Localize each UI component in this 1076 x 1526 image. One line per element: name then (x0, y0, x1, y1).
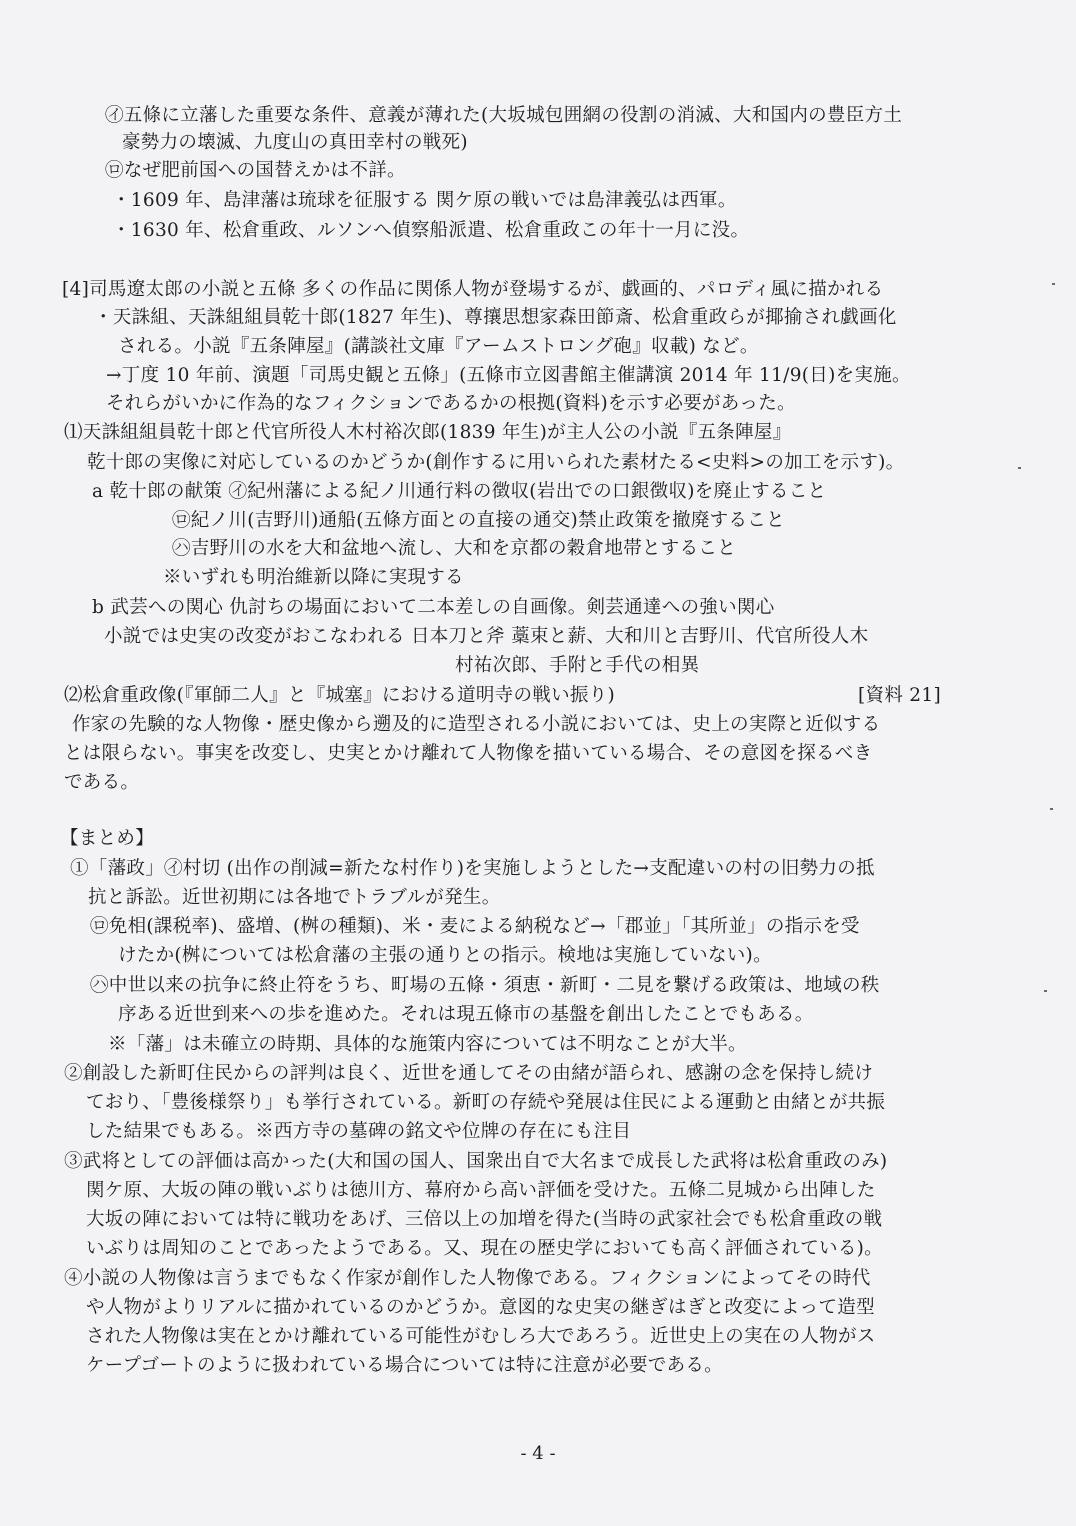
text-line: ④小説の人物像は言うまでもなく作家が創作した人物像である。フィクションによってその時代 (64, 1268, 871, 1289)
text-line: とは限らない。事実を改変し、史実とかけ離れて人物像を描いている場合、その意図を探るべき (64, 743, 873, 764)
text-line: 豪勢力の壊滅、九度山の真田幸村の戦死) (122, 132, 468, 153)
summary-heading: 【まとめ】 (60, 828, 155, 849)
text-line: ⑴天誅組組員乾十郎と代官所役人木村裕次郎(1839 年生)が主人公の小説『五条陣屋』 (64, 422, 792, 443)
text-line: 作家の先験的な人物像・歴史像から遡及的に造型される小説においては、史上の実際と近似する (72, 714, 881, 735)
text-line: ㋑五條に立藩した重要な条件、意義が薄れた(大坂城包囲網の役割の消滅、大和国内の豊臣方土 (105, 105, 903, 126)
text-line: ケープゴートのように扱われている場合については特に注意が必要である。 (86, 1355, 723, 1376)
text-line: した結果でもある。※西方寺の墓碑の銘文や位牌の存在にも注目 (86, 1121, 632, 1142)
text-line: ③武将としての評価は高かった(大和国の国人、国衆出自で大名まで成長した武将は松倉重政のみ) (64, 1151, 888, 1172)
text-line: →丁度 10 年前、演題「司馬史観と五條」(五條市立図書館主催講演 2014 年 11/9(日)を実施。 (106, 365, 911, 386)
scan-speck (1044, 990, 1047, 992)
text-line: ㋺免相(課税率)、盛増、(桝の種類)、米・麦による納税など→「郡並」「其所並」の指示を受 (90, 916, 860, 937)
text-line: ②創設した新町住民からの評判は良く、近世を通してその由緒が語られ、感謝の念を保持し続け (64, 1063, 874, 1084)
text-line: 関ケ原、大坂の陣の戦いぶりは徳川方、幕府から高い評価を受けた。五條二見城から出陣した (86, 1180, 876, 1201)
text-line: や人物がよりリアルに描かれているのかどうか。意図的な史実の継ぎはぎと改変によって造型 (86, 1297, 875, 1318)
text-line: された人物像は実在とかけ離れている可能性がむしろ大であろう。近世史上の実在の人物がス (86, 1326, 876, 1347)
text-line: ①「藩政」㋑村切 (出作の削減=新たな村作り)を実施しようとした→支配違いの村の旧勢力の抵 (70, 858, 875, 879)
scan-speck (1018, 467, 1021, 469)
text-line: である。 (64, 772, 140, 793)
text-line: ・1609 年、島津藩は琉球を征服する 関ケ原の戦いでは島津義弘は西軍。 (112, 190, 737, 211)
text-line: ⑵松倉重政像(『軍師二人』と『城塞』における道明寺の戦い振り) (64, 685, 615, 706)
text-line: ㋺なぜ肥前国への国替えかは不詳。 (105, 160, 406, 181)
text-line: 大坂の陣においては特に戦功をあげ、三倍以上の加増を得た(当時の武家社会でも松倉重政の戦 (86, 1209, 883, 1230)
text-line: ㋺紀ノ川(吉野川)通船(五條方面との直接の通交)禁止政策を撤廃すること (172, 510, 785, 531)
text-line: ※いずれも明治維新以降に実現する (163, 567, 464, 588)
text-line: 小説では史実の改変がおこなわれる 日本刀と斧 藁束と薪、大和川と吉野川、代官所役人木 (104, 626, 869, 647)
text-line: b 武芸への関心 仇討ちの場面において二本差しの自画像。剣芸通達への強い関心 (92, 597, 775, 618)
text-line: ㋩中世以来の抗争に終止符をうち、町場の五條・須恵・新町・二見を繋げる政策は、地域の秩 (90, 975, 880, 996)
text-line: ・1630 年、松倉重政、ルソンへ偵察船派遣、松倉重政この年十一月に没。 (112, 220, 750, 241)
text-line: 序ある近世到来への歩を進めた。それは現五條市の基盤を創出したことでもある。 (118, 1004, 814, 1025)
reference-label: [資料 21] (858, 685, 941, 706)
page-number: - 4 - (520, 1443, 556, 1464)
text-line: される。小説『五条陣屋』(講談社文庫『アームストロング砲』収載) など。 (118, 336, 759, 357)
text-line: ㋩吉野川の水を大和盆地へ流し、大和を京都の穀倉地帯とすること (172, 538, 737, 559)
text-line: けたか(桝については松倉藩の主張の通りとの指示。検地は実施していない)。 (118, 945, 772, 966)
scan-speck (1052, 283, 1055, 285)
text-line: a 乾十郎の献策 ㋑紀州藩による紀ノ川通行料の徴収(岩出での口銀徴収)を廃止すること (92, 481, 827, 502)
text-line: ・天誅組、天誅組組員乾十郎(1827 年生)、尊攘思想家森田節斎、松倉重政らが揶揄され戯画化 (94, 307, 897, 328)
text-line: 抗と訴訟。近世初期には各地でトラブルが発生。 (88, 887, 501, 908)
text-line: いぶりは周知のことであったようである。又、現在の歴史学においても高く評価されている)。 (86, 1238, 883, 1259)
text-line: それらがいかに作為的なフィクションであるかの根拠(資料)を示す必要があった。 (106, 393, 796, 414)
text-line: 乾十郎の実像に対応しているのかどうか(創作するに用いられた素材たる<史料>の加工を示す)。 (87, 452, 905, 473)
section-heading: [4]司馬遼太郎の小説と五條 多くの作品に関係人物が登場するが、戯画的、パロディ風に描かれる (62, 279, 884, 300)
scan-speck (1050, 808, 1053, 810)
text-line: ており、「豊後様祭り」も挙行されている。新町の存続や発展は住民による運動と由緒とが共振 (86, 1092, 886, 1113)
text-line: ※「藩」は未確立の時期、具体的な施策内容については不明なことが大半。 (108, 1034, 747, 1055)
text-line: 村祐次郎、手附と手代の相異 (455, 655, 700, 676)
